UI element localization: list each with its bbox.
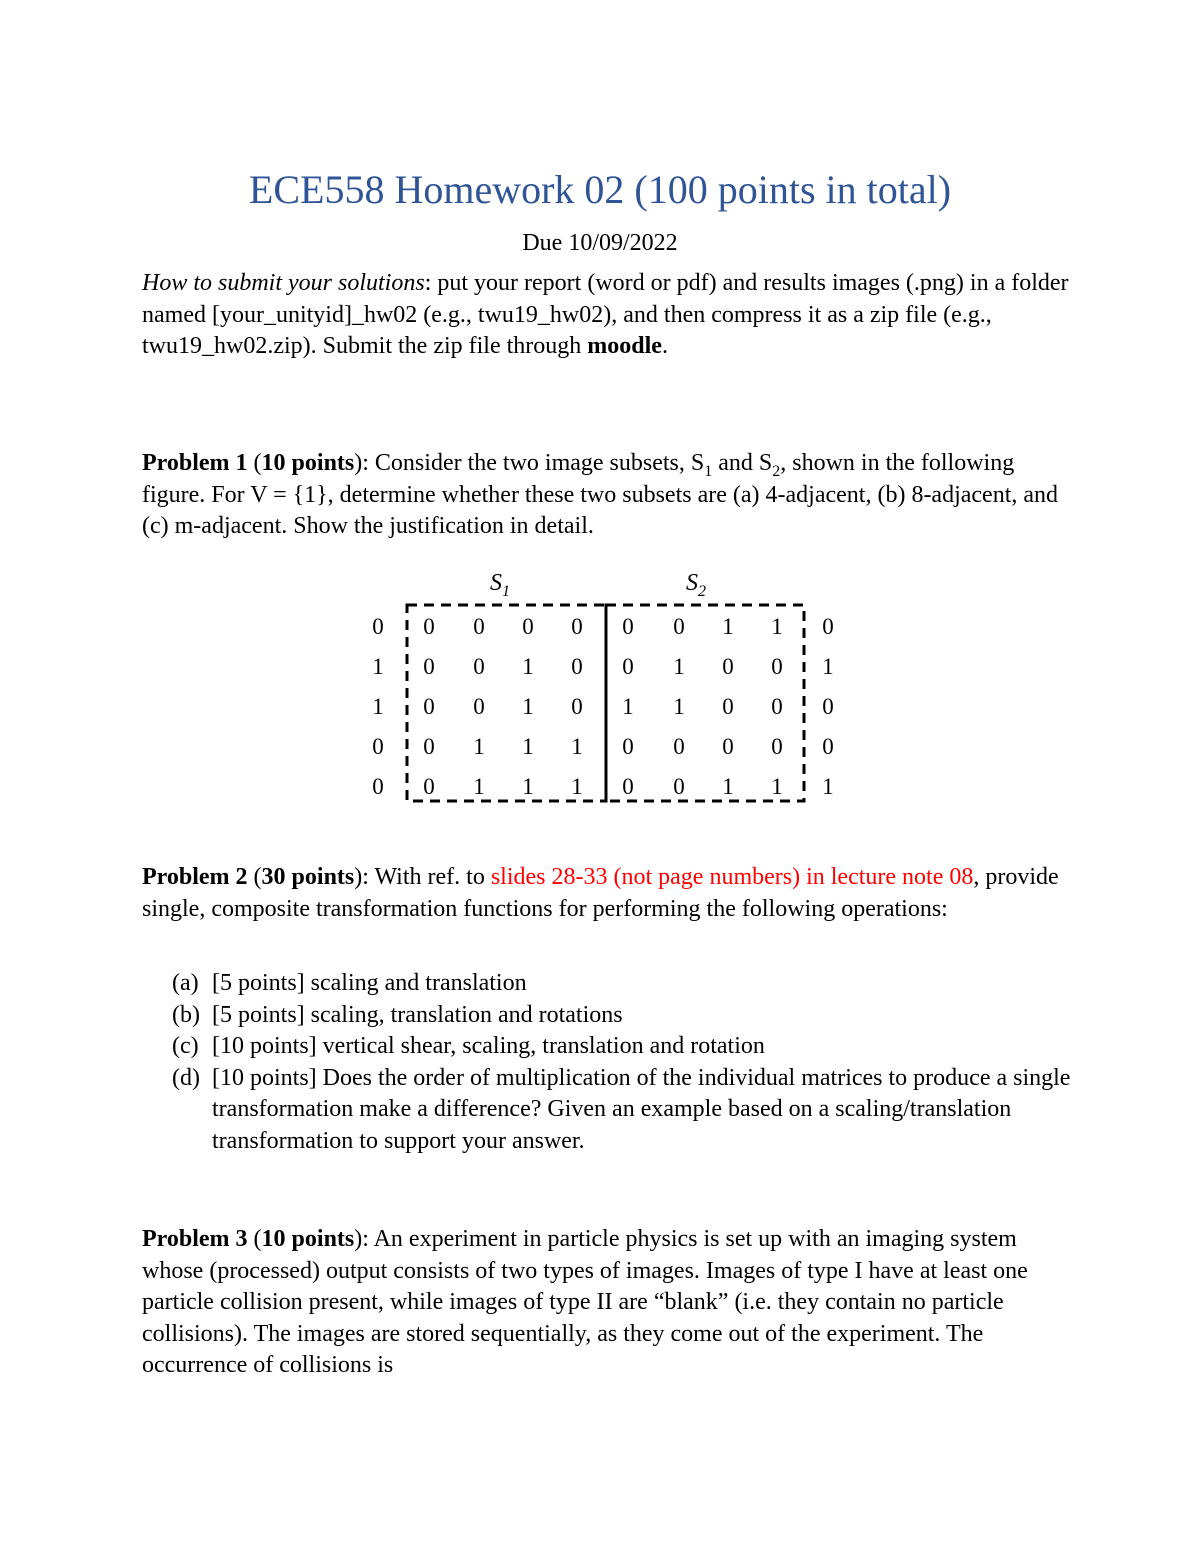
pixel-value: 1 [522, 694, 534, 719]
pixel-value: 1 [522, 774, 534, 799]
pixel-value: 1 [722, 614, 734, 639]
list-item [142, 968, 1072, 1000]
pixel-value: 0 [822, 614, 834, 639]
pixel-value: 0 [722, 734, 734, 759]
document-title: ECE558 Homework 02 (100 points in total) [248, 167, 952, 212]
problem-3-paren: ( [247, 1226, 262, 1252]
pixel-value: 0 [473, 614, 485, 639]
submit-text: : put your report (word or pdf) and results images (.png) in a folder named [your_unityid]_hw02 (e.g., twu19_hw02), and then compress it as a zip file (e.g., twu19_hw02.zip). Submit the zip file through [142, 270, 1069, 359]
problem-1-heading: Problem 1 [142, 450, 248, 476]
pixel-value: 0 [673, 774, 685, 799]
submit-label: How to submit your solutions [142, 270, 425, 296]
pixel-value: 1 [522, 734, 534, 759]
pixel-value: 0 [423, 614, 435, 639]
pixel-value: 1 [622, 694, 634, 719]
pixel-value: 0 [372, 774, 384, 799]
pixel-value: 1 [372, 694, 384, 719]
pixel-value: 0 [722, 694, 734, 719]
problem-3-close: ): [354, 1226, 369, 1252]
item-label: (c) [172, 1033, 199, 1059]
moodle-text: moodle [587, 333, 662, 359]
pixel-value: 0 [622, 614, 634, 639]
pixel-value: 1 [771, 774, 783, 799]
problem-3-points: 10 points [261, 1226, 355, 1252]
pixel-value: 1 [771, 614, 783, 639]
pixel-value: 0 [571, 654, 583, 679]
pixel-value: 1 [372, 654, 384, 679]
pixel-value: 0 [673, 734, 685, 759]
due-date: Due 10/09/2022 [522, 230, 678, 256]
item-label: (d) [172, 1064, 200, 1091]
problem-1-text-b: and S [712, 450, 773, 476]
list-item [142, 1063, 1072, 1158]
pixel-value: 0 [722, 654, 734, 679]
problem-1-close: ): [354, 450, 369, 476]
problem-1-text-a: Consider the two image subsets, S [368, 450, 705, 476]
item-text: [10 points] vertical shear, scaling, translation and rotation [212, 1033, 765, 1059]
pixel-value: 0 [473, 654, 485, 679]
problem-1 [142, 448, 1072, 543]
pixel-value: 0 [423, 734, 435, 759]
pixel-value: 0 [673, 614, 685, 639]
pixel-value: 0 [571, 614, 583, 639]
pixel-value: 1 [673, 694, 685, 719]
pixel-value: 0 [622, 734, 634, 759]
problem-1-sub1: 1 [704, 462, 713, 480]
pixel-value: 0 [822, 734, 834, 759]
problem-1-paren: ( [247, 450, 262, 476]
pixel-value: 1 [722, 774, 734, 799]
problem-1-text-c: , shown in the following figure. For V = {1}, determine whether these two subsets are (a) 4-adjacent, (b) 8-adjacent, and (c) m-adjacent. Show the justification in detail. [142, 450, 1059, 539]
pixel-value: 1 [571, 774, 583, 799]
problem-2-list [142, 968, 1072, 1157]
problem-2-points: 30 points [261, 864, 355, 890]
item-text: [5 points] scaling and translation [212, 970, 527, 996]
pixel-value: 1 [822, 654, 834, 679]
problem-1-sub2: 2 [772, 462, 781, 480]
pixel-value: 1 [571, 734, 583, 759]
pixel-grid [372, 614, 834, 799]
item-text: [10 points] Does the order of multiplication of the individual matrices to produce a single transformation make a difference? Given an example based on a scaling/translation transformation to support your answer. [212, 1064, 1071, 1154]
item-label: (b) [172, 1001, 200, 1028]
item-label: (a) [172, 970, 199, 996]
pixel-value: 0 [771, 734, 783, 759]
problem-2-heading: Problem 2 [142, 864, 248, 890]
pixel-value: 0 [622, 774, 634, 799]
problem-2-text-a: With ref. to [368, 864, 491, 890]
problem-2-text-b: , provide single, composite transformation functions for performing the following operations: [142, 864, 1059, 922]
pixel-value: 1 [473, 774, 485, 799]
s2-label: $S_2$ [686, 570, 706, 600]
list-item [142, 1031, 1072, 1063]
pixel-value: 1 [473, 734, 485, 759]
problem-2 [142, 862, 1072, 925]
problem-3-heading: Problem 3 [142, 1226, 248, 1252]
item-text: [5 points] scaling, translation and rotations [212, 1001, 623, 1028]
pixel-subset-figure [340, 560, 860, 810]
problem-1-points: 10 points [261, 450, 355, 476]
submit-period: . [661, 333, 668, 359]
submission-instructions [142, 268, 1072, 363]
pixel-value: 0 [771, 654, 783, 679]
pixel-value: 0 [622, 654, 634, 679]
pixel-value: 0 [522, 614, 534, 639]
problem-3-text: An experiment in particle physics is set up with an imaging system whose (processed) output consists of two types of images. Images of type I have at least one particle collision present, while images of type II are “blank” (i.e. they contain no particle collisions). The images are stored sequentially, as they come out of the experiment. The occurrence of collisions is [142, 1226, 1028, 1378]
pixel-value: 0 [571, 694, 583, 719]
problem-2-close: ): [354, 864, 369, 890]
pixel-value: 0 [473, 694, 485, 719]
problem-2-paren: ( [247, 864, 262, 890]
pixel-value: 1 [822, 774, 834, 799]
pixel-value: 1 [673, 654, 685, 679]
lecture-reference: slides 28-33 (not page numbers) in lecture note 08 [490, 864, 974, 890]
list-item [142, 1000, 1072, 1032]
pixel-value: 0 [423, 774, 435, 799]
problem-3 [142, 1224, 1072, 1382]
pixel-value: 0 [822, 694, 834, 719]
pixel-value: 1 [522, 654, 534, 679]
pixel-value: 0 [372, 734, 384, 759]
pixel-value: 0 [372, 614, 384, 639]
pixel-value: 0 [771, 694, 783, 719]
s1-label: $S_1$ [490, 570, 510, 600]
pixel-value: 0 [423, 654, 435, 679]
pixel-value: 0 [423, 694, 435, 719]
